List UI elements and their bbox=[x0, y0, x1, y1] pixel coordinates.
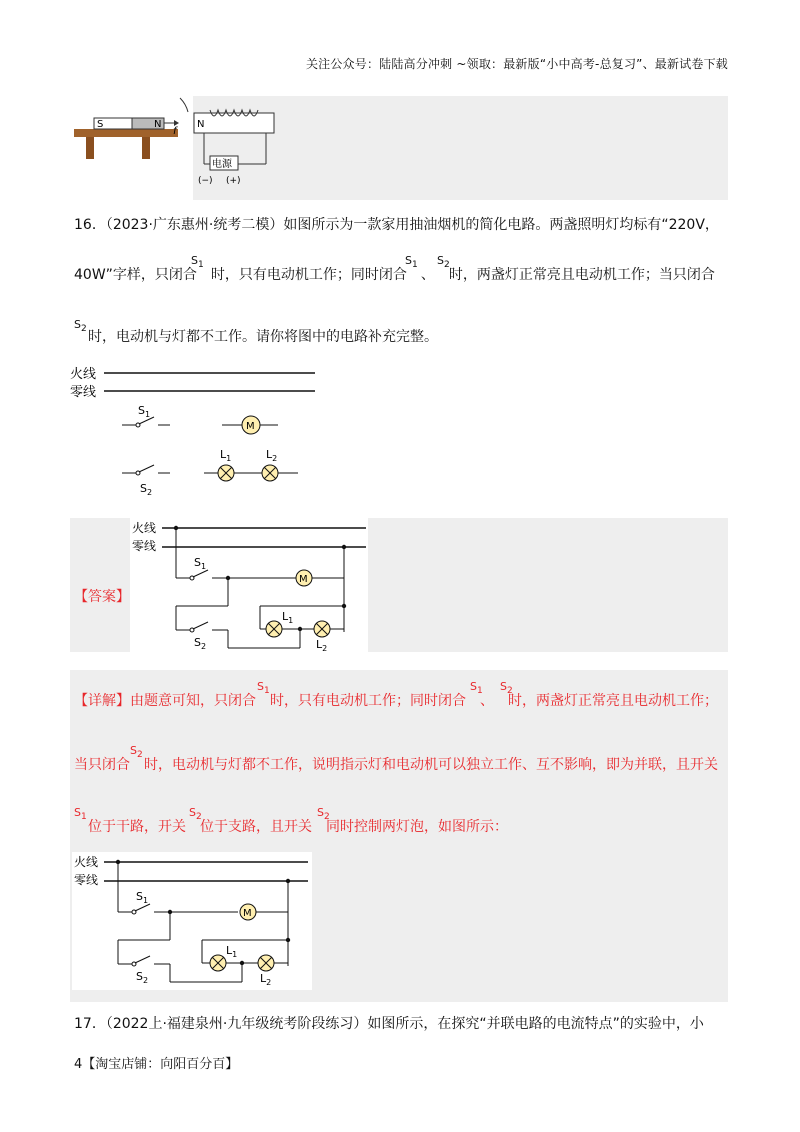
q16-line3: 时，电动机与灯都不工作。请你将图中的电路补充完整。 bbox=[88, 329, 438, 345]
zero-wire-label: 零线 bbox=[70, 385, 97, 400]
ans-zero-label: 零线 bbox=[132, 539, 157, 553]
ans-l1-label: $L_1$ bbox=[282, 610, 294, 625]
l1-label: $L_1$ bbox=[220, 448, 232, 463]
detail-l1-a: 由题意可知，只闭合 bbox=[130, 693, 256, 709]
q16-line2-d: 时，两盏灯正常亮且电动机工作；当只闭合 bbox=[448, 267, 715, 283]
det-zero-label: 零线 bbox=[74, 873, 99, 887]
detail-l3-c: 同时控制两灯泡，如图所示： bbox=[326, 819, 508, 835]
detail-l1-b: 时，只有电动机工作；同时闭合 bbox=[270, 693, 466, 709]
ans-s2-blade bbox=[193, 622, 208, 629]
ans-s1-label: $S_1$ bbox=[194, 556, 207, 571]
power-label: 电源 bbox=[212, 159, 232, 170]
page-header: 关注公众号：陆陆高分冲刺 ~领取：最新版“小中高考-总复习”、最新试卷下载 bbox=[305, 57, 728, 71]
detail-l1-d: 时，两盏灯正常亮且电动机工作； bbox=[508, 693, 718, 709]
l2-label: $L_2$ bbox=[266, 448, 278, 463]
minus-label: (−) bbox=[198, 176, 213, 186]
detail-line2 bbox=[74, 758, 718, 772]
detail-s1-sup: $S_1$ bbox=[257, 680, 270, 696]
det-s1-blade bbox=[135, 904, 150, 911]
detail-l3-a: 位于干路，开关 bbox=[88, 819, 186, 835]
q16-line2 bbox=[74, 268, 715, 282]
detail-s2b-sup: $S_2$ bbox=[130, 744, 143, 760]
ans-s1-blade bbox=[193, 570, 208, 577]
detail-line1 bbox=[74, 694, 718, 708]
magnet-s-label: S bbox=[97, 119, 104, 130]
q16-line2-a: 40W”字样，只闭合 bbox=[74, 267, 197, 283]
q16-s1-sup: $S_1$ bbox=[191, 254, 204, 270]
page-footer: 4【淘宝店铺：向阳百分百】 bbox=[74, 1057, 239, 1072]
detail-l1-c: 、 bbox=[480, 693, 494, 709]
ans-node-lamp bbox=[342, 604, 346, 608]
s2-label: $S_2$ bbox=[140, 482, 153, 497]
det-s2-blade bbox=[135, 956, 150, 963]
s2-blade bbox=[139, 465, 154, 472]
answer-circuit bbox=[130, 518, 368, 652]
detail-l2-a: 当只闭合 bbox=[74, 757, 130, 773]
det-l2-label: $L_2$ bbox=[260, 972, 272, 987]
motor-label: M bbox=[246, 421, 255, 432]
ans-motor-label: M bbox=[299, 574, 308, 585]
det-s1-label: $S_1$ bbox=[136, 890, 149, 905]
detail-l3-b: 位于支路，且开关 bbox=[200, 819, 312, 835]
q16-line1: 16．（2023·广东惠州·统考二模）如图所示为一款家用抽油烟机的简化电路。两盏照明灯均标有“220V， bbox=[74, 217, 719, 233]
table-leg-left bbox=[86, 137, 94, 159]
det-l1-label: $L_1$ bbox=[226, 944, 238, 959]
ans-fire-label: 火线 bbox=[132, 521, 157, 535]
detail-s2-sup: $S_2$ bbox=[500, 680, 513, 696]
detail-label: 【详解】 bbox=[74, 693, 130, 709]
detail-s1c-sup: $S_1$ bbox=[74, 806, 87, 822]
q16-line2-c: 、 bbox=[420, 267, 435, 283]
answer-label: 【答案】 bbox=[74, 589, 130, 605]
q16-s1b-sup: $S_1$ bbox=[405, 254, 418, 270]
ans-s2-label: $S_2$ bbox=[194, 636, 207, 651]
det-s2-label: $S_2$ bbox=[136, 970, 149, 985]
plus-label: (+) bbox=[226, 176, 241, 186]
q16-s2b-sup: $S_2$ bbox=[74, 318, 87, 334]
detail-s2c-sup: $S_2$ bbox=[189, 806, 202, 822]
s1-label: $S_1$ bbox=[138, 404, 151, 419]
q17-line1: 17．（2022上·福建泉州·九年级统考阶段练习）如图所示，在探究“并联电路的电流特点”的实验中，小 bbox=[74, 1016, 704, 1032]
detail-l2-b: 时，电动机与灯都不工作，说明指示灯和电动机可以独立工作、互不影响，即为并联，且开关 bbox=[144, 757, 718, 773]
fire-wire-label: 火线 bbox=[70, 367, 97, 382]
q16-line2-b: 时，只有电动机工作；同时闭合 bbox=[210, 267, 407, 283]
q16-s2-sup: $S_2$ bbox=[437, 254, 450, 270]
force-label: f bbox=[173, 126, 177, 137]
detail-circuit bbox=[72, 852, 312, 990]
coil-core bbox=[194, 113, 274, 133]
ans-l2-label: $L_2$ bbox=[316, 638, 328, 652]
det-node-lamp bbox=[286, 938, 290, 942]
table-top bbox=[74, 129, 178, 137]
det-fire-label: 火线 bbox=[74, 855, 99, 869]
detail-s1b-sup: $S_1$ bbox=[470, 680, 483, 696]
question-circuit bbox=[70, 362, 330, 500]
detail-line3 bbox=[88, 820, 508, 834]
magnet-n-label: N bbox=[154, 119, 162, 130]
det-motor-label: M bbox=[243, 908, 252, 919]
rotation-arrow bbox=[180, 98, 188, 112]
table-leg-right bbox=[142, 137, 150, 159]
detail-s2d-sup: $S_2$ bbox=[317, 806, 330, 822]
magnet-coil-figure bbox=[70, 96, 290, 188]
coil-n-label: N bbox=[197, 119, 205, 130]
